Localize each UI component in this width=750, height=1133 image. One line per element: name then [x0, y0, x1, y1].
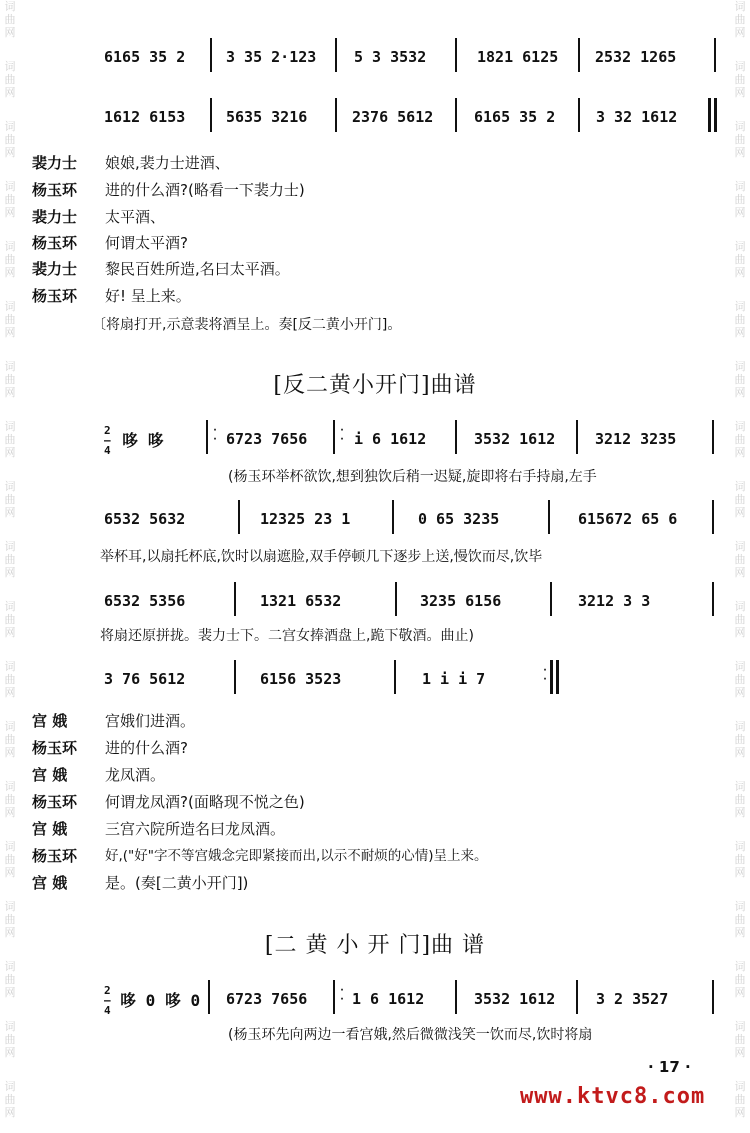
- barline: [234, 660, 236, 694]
- watermark-block: 词 曲 网: [734, 120, 746, 159]
- watermark-block: 词 曲 网: [4, 1080, 16, 1119]
- dialogue-line: [32, 152, 722, 176]
- watermark-block: 词 曲 网: [734, 0, 746, 39]
- measure: 6723 7656: [226, 430, 308, 448]
- measure: 3 2 3527: [596, 990, 669, 1008]
- measure: 3532 1612: [474, 990, 556, 1008]
- watermark-block: 词 曲 网: [4, 0, 16, 39]
- speech-text: 宫娥们进酒。: [105, 712, 196, 730]
- time-signature: 2 — 4: [104, 424, 111, 457]
- barline: [712, 980, 714, 1014]
- repeat-sign: · ·: [542, 665, 549, 685]
- dialogue-line: [32, 818, 722, 842]
- measure: 1321 6532: [260, 592, 342, 610]
- dialogue-line: [32, 258, 722, 282]
- notation-line-5: [100, 582, 720, 626]
- barline: [392, 500, 394, 534]
- measure: 1612 6153: [104, 108, 186, 126]
- watermark-block: 词 曲 网: [734, 900, 746, 939]
- notation-line-6: [100, 660, 720, 704]
- speech-text: 好! 呈上来。: [105, 287, 191, 305]
- final-barline: [550, 660, 553, 694]
- measure: 1 i i 7: [422, 670, 486, 688]
- dialogue-line: [32, 179, 722, 203]
- dialogue-line: [32, 872, 722, 896]
- barline: [333, 980, 335, 1014]
- speech-text: 何谓龙凤酒?(面略现不悦之色): [105, 793, 305, 811]
- barline: [455, 980, 457, 1014]
- speech-text: 进的什么酒?: [105, 739, 188, 757]
- watermark-block: 词 曲 网: [4, 240, 16, 279]
- notation-line-3: [100, 420, 720, 464]
- speech-text: 好,("好"字不等宫娥念完即紧接而出,以示不耐烦的心情)呈上来。: [105, 848, 488, 864]
- barline: [335, 98, 337, 132]
- watermark-block: 词 曲 网: [734, 1020, 746, 1059]
- section-title: [反二黄小开门]曲谱: [273, 373, 477, 398]
- right-watermark-column: [730, 0, 750, 1133]
- watermark-block: 词 曲 网: [4, 660, 16, 699]
- measure: 6165 35 2: [474, 108, 556, 126]
- time-signature: 2 — 4: [104, 984, 111, 1017]
- speaker-name: 杨玉环: [32, 181, 78, 199]
- watermark-block: 词 曲 网: [734, 660, 746, 699]
- watermark-block: 词 曲 网: [4, 600, 16, 639]
- measure: 6165 35 2: [104, 48, 186, 66]
- watermark-block: 词 曲 网: [734, 780, 746, 819]
- dialogue-line: [32, 737, 722, 761]
- barline: [712, 582, 714, 616]
- measure: 3 32 1612: [596, 108, 678, 126]
- barline: [576, 980, 578, 1014]
- speaker-name: 杨玉环: [32, 847, 78, 865]
- barline: [576, 420, 578, 454]
- notation-line-1: [100, 38, 720, 82]
- speech-text: 黎民百姓所造,名曰太平酒。: [105, 260, 290, 278]
- watermark-block: 词 曲 网: [4, 960, 16, 999]
- dialogue-line: [32, 791, 722, 815]
- barline: [455, 420, 457, 454]
- measure: 6723 7656: [226, 990, 308, 1008]
- speech-text: 娘娘,裴力士进酒、: [105, 154, 230, 172]
- barline: [578, 98, 580, 132]
- dialogue-line: [32, 710, 722, 734]
- watermark-block: 词 曲 网: [4, 420, 16, 459]
- speech-text: 何谓太平酒?: [105, 234, 188, 252]
- barline: [208, 980, 210, 1014]
- performance-direction: (杨玉环先向两边一看宫娥,然后微微浅笑一饮而尽,饮时将扇: [228, 1027, 593, 1043]
- speaker-name: 宫 娥: [32, 766, 68, 784]
- barline: [712, 420, 714, 454]
- speech-text: 进的什么酒?(略看一下裴力士): [105, 181, 305, 199]
- barline: [550, 582, 552, 616]
- measure: 1 6 1612: [352, 990, 425, 1008]
- repeat-sign: · ·: [339, 425, 346, 445]
- watermark-block: 词 曲 网: [734, 1080, 746, 1119]
- watermark-block: 词 曲 网: [734, 180, 746, 219]
- measure: 6532 5632: [104, 510, 186, 528]
- watermark-block: 词 曲 网: [4, 540, 16, 579]
- measure: 5 3 3532: [354, 48, 427, 66]
- section-title: [二 黄 小 开 门]曲 谱: [264, 933, 486, 958]
- dialogue-line: [32, 232, 722, 256]
- speaker-name: 裴力士: [32, 260, 78, 278]
- watermark-block: 词 曲 网: [734, 600, 746, 639]
- barline: [455, 98, 457, 132]
- dialogue-line: [32, 764, 722, 788]
- performance-direction: 将扇还原拼拢。裴力士下。二宫女捧酒盘上,跪下敬酒。曲止): [100, 628, 474, 644]
- watermark-block: 词 曲 网: [734, 720, 746, 759]
- repeat-sign: · ·: [339, 985, 346, 1005]
- measure: 615672 65 6: [578, 510, 678, 528]
- barline: [714, 38, 716, 72]
- speech-text: 是。(奏[二黄小开门]): [105, 874, 249, 892]
- speech-text: 三宫六院所造名曰龙凤酒。: [105, 820, 286, 838]
- measure: 0 65 3235: [418, 510, 500, 528]
- measure: 1821 6125: [477, 48, 559, 66]
- watermark-block: 词 曲 网: [4, 60, 16, 99]
- watermark-block: 词 曲 网: [734, 480, 746, 519]
- barline: [210, 38, 212, 72]
- final-barline: [708, 98, 711, 132]
- speaker-name: 杨玉环: [32, 739, 78, 757]
- measure: 6156 3523: [260, 670, 342, 688]
- lead-syllables: 哆 0 哆 0: [120, 991, 201, 1010]
- barline: [578, 38, 580, 72]
- final-barline: [556, 660, 559, 694]
- notation-line-4: [100, 500, 720, 544]
- stage-direction: 〔将扇打开,示意裴将酒呈上。奏[反二黄小开门]。: [92, 317, 402, 333]
- barline: [394, 660, 396, 694]
- watermark-block: 词 曲 网: [4, 780, 16, 819]
- watermark-block: 词 曲 网: [4, 480, 16, 519]
- watermark-block: 词 曲 网: [734, 240, 746, 279]
- measure: 2532 1265: [595, 48, 677, 66]
- measure: 3 35 2·123: [226, 48, 317, 66]
- watermark-block: 词 曲 网: [4, 180, 16, 219]
- barline: [395, 582, 397, 616]
- barline: [238, 500, 240, 534]
- barline: [548, 500, 550, 534]
- watermark-block: 词 曲 网: [734, 360, 746, 399]
- barline: [712, 500, 714, 534]
- watermark-block: 词 曲 网: [734, 300, 746, 339]
- notation-line-2: [100, 98, 720, 142]
- final-barline: [714, 98, 717, 132]
- measure: 5635 3216: [226, 108, 308, 126]
- speaker-name: 宫 娥: [32, 820, 68, 838]
- speaker-name: 杨玉环: [32, 234, 78, 252]
- measure: 2376 5612: [352, 108, 434, 126]
- watermark-block: 词 曲 网: [4, 300, 16, 339]
- barline: [206, 420, 208, 454]
- watermark-block: 词 曲 网: [734, 840, 746, 879]
- watermark-block: 词 曲 网: [734, 60, 746, 99]
- speaker-name: 裴力士: [32, 208, 78, 226]
- barline: [455, 38, 457, 72]
- measure: 6532 5356: [104, 592, 186, 610]
- watermark-block: 词 曲 网: [4, 720, 16, 759]
- barline: [234, 582, 236, 616]
- watermark-block: 词 曲 网: [4, 1020, 16, 1059]
- watermark-block: 词 曲 网: [734, 540, 746, 579]
- watermark-block: 词 曲 网: [4, 360, 16, 399]
- speaker-name: 宫 娥: [32, 712, 68, 730]
- barline: [210, 98, 212, 132]
- watermark-block: 词 曲 网: [4, 120, 16, 159]
- repeat-sign: · ·: [212, 425, 219, 445]
- site-watermark-stamp: www.ktvc8.com: [520, 1084, 706, 1109]
- watermark-block: 词 曲 网: [734, 420, 746, 459]
- watermark-block: 词 曲 网: [734, 960, 746, 999]
- speech-text: 龙凤酒。: [105, 766, 166, 784]
- measure: 3 76 5612: [104, 670, 186, 688]
- performance-direction: 举杯耳,以扇托杯底,饮时以扇遮脸,双手停顿几下逐步上送,慢饮而尽,饮毕: [100, 549, 543, 565]
- barline: [333, 420, 335, 454]
- watermark-block: 词 曲 网: [4, 840, 16, 879]
- speaker-name: 裴力士: [32, 154, 78, 172]
- watermark-block: 词 曲 网: [4, 900, 16, 939]
- speech-text: 太平酒、: [105, 208, 166, 226]
- measure: 3235 6156: [420, 592, 502, 610]
- dialogue-line: [32, 845, 722, 869]
- speaker-name: 宫 娥: [32, 874, 68, 892]
- speaker-name: 杨玉环: [32, 793, 78, 811]
- dialogue-line: [32, 206, 722, 230]
- measure: 12325 23 1: [260, 510, 351, 528]
- speaker-name: 杨玉环: [32, 287, 78, 305]
- notation-line-7: [100, 980, 720, 1024]
- measure: 3532 1612: [474, 430, 556, 448]
- measure: 3212 3 3: [578, 592, 651, 610]
- performance-direction: (杨玉环举杯欲饮,想到独饮后稍一迟疑,旋即将右手持扇,左手: [228, 469, 597, 485]
- page-number: · 17 ·: [648, 1058, 691, 1076]
- measure: 3212 3235: [595, 430, 677, 448]
- barline: [335, 38, 337, 72]
- dialogue-line: [32, 285, 722, 309]
- measure: i 6 1612: [354, 430, 427, 448]
- left-watermark-column: [0, 0, 20, 1133]
- lead-syllables: 哆 哆: [122, 431, 164, 450]
